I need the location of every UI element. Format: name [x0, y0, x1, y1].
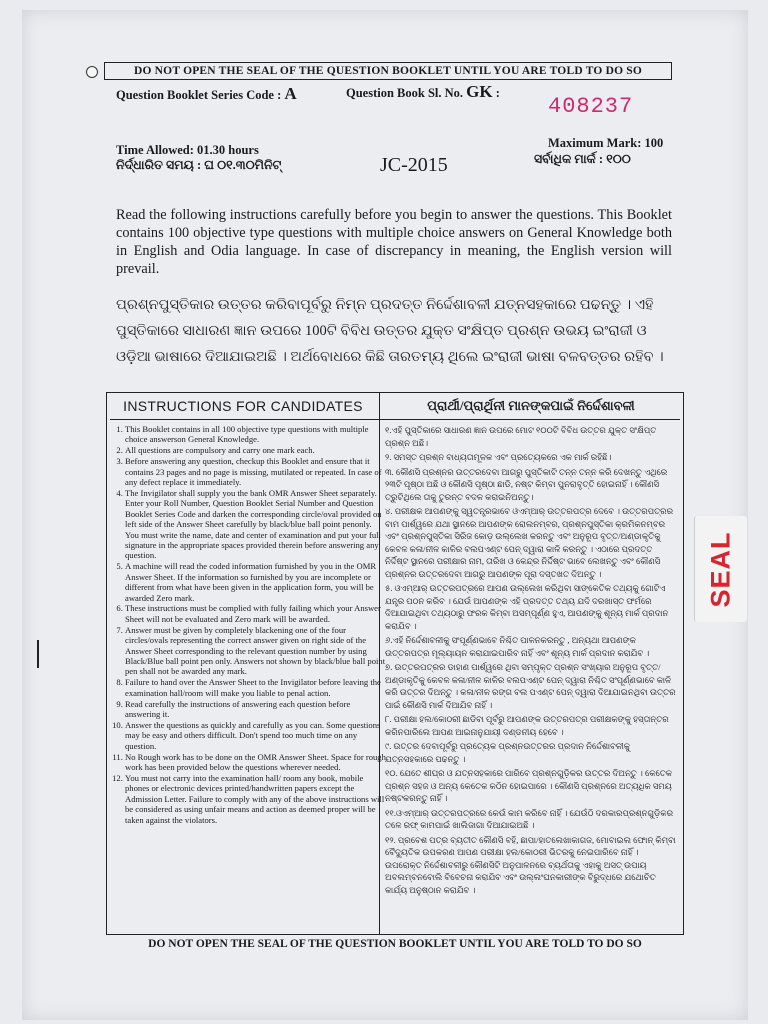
time-allowed-or: ନିର୍ଦ୍ଧାରିତ ସମୟ : ଘ ୦୧.୩୦ମିନିଟ୍: [116, 158, 282, 172]
instruction-or: ୫. ଓଏମ୍‌ଆର୍ ଉତ୍ତରପତ୍ରରେ ଆପଣ ଉଲ୍ଲେଖ କରିଥିବା ସାଙ୍କେତିକ ତଥ୍ୟକୁ ଗୋଟିଏ ଯନ୍ତ୍ର ପଠନ କରିବ । ଯେଉଁ ଆପଣଙ୍କ ଏହି ପ୍ରଦତ୍ତ ତଥ୍ୟ ଯଦି ଦରଖାସ୍ତ ଫର୍ମରେ ଦିଆଯାଇଥିବା ତଥ୍ୟଠାରୁ ଫରକ କିମ୍ବା ଅସମ୍ପୂର୍ଣ୍ଣ ହୁଏ, ଆପଣଙ୍କୁ ଶୂନ୍ୟ ମାର୍କ ପ୍ରଦାନ କରାଯିବ ।: [385, 583, 669, 631]
margin-mark: [37, 640, 39, 668]
book-serial: [346, 82, 500, 102]
instruction-or: ୧.ଏହି ପୁସ୍ତିକାରେ ସାଧାରଣ ଜ୍ଞାନ ଉପରେ ମୋଟ ୧୦୦ଟି ବିବିଧ ଉତ୍ତର ଯୁକ୍ତ ସଂକ୍ଷିପ୍ତ ପ୍ରଶ୍ନ ଅଛି।: [385, 425, 657, 448]
series-code-value: A: [284, 84, 297, 103]
instruction-en: 11. No Rough work has to be done on the OMR Answer Sheet. Space for rough work has been provided below the questions wherever needed.: [125, 752, 387, 773]
punch-hole: [86, 66, 98, 78]
instructions-title-or: ପ୍ରାର୍ଥୀ/ପ୍ରାର୍ଥିନୀ ମାନଙ୍କପାଇଁ ନିର୍ଦ୍ଦେଶାବଳୀ: [427, 398, 635, 413]
instruction-or: ୨. ସମସ୍ତ ପ୍ରଶ୍ନ ବାଧ୍ୟତାମୂଳକ ଏବଂ ପ୍ରତ୍ୟେକରେ ଏକ ମାର୍କ ରହିଛି।: [385, 452, 612, 462]
instruction-en: 1. This Booklet contains in all 100 objective type questions with multiple choice answerson General Knowledge.: [125, 424, 387, 445]
instructions-table: [106, 392, 684, 952]
instruction-en: 4. The Invigilator shall supply you the bank OMR Answer Sheet separately. Enter your Roll Number, Question Booklet Serial Number and Question Booklet Series Code and darken the corresponding circle/oval provided on left side of the Answer Sheet carefully by black/blue ball point penonly. You must write the name, date and center of examination and put your full signature in the appropriate spaces provided therein before answering any question.: [125, 488, 387, 561]
max-mark-en: Maximum Mark: 100: [548, 136, 664, 150]
instruction-or: ୬.ଏହି ନିର୍ଦ୍ଦେଶାବଳୀକୁ ସଂପୂର୍ଣ୍ଣଭାବେ ନିଶ୍ଚିତ ପାଳନକରନ୍ତୁ , ଅନ୍ୟଥା ଆପଣଙ୍କ ଉତ୍ତରପତ୍ର ମୂଲ୍ୟାୟନ କରାଯାଇପାରିବ ନାହିଁ ଏବଂ ଶୂନ୍ୟ ମାର୍କ ପ୍ରଦାନ କରାଯିବ ।: [385, 635, 650, 658]
serial-number: 408237: [548, 94, 634, 119]
max-mark-or: ସର୍ବାଧିକ ମାର୍କ : ୧୦୦: [534, 152, 631, 166]
instruction-en: 9. Read carefully the instructions of answering each question before answering it.: [125, 699, 387, 720]
instructions-title-en: INSTRUCTIONS FOR CANDIDATES: [123, 398, 363, 414]
instruction-en: 6. These instructions must be complied with fully failing which your Answer Sheet will not be evaluated and Zero mark will be awarded.: [125, 603, 387, 624]
top-seal-notice: DO NOT OPEN THE SEAL OF THE QUESTION BOOKLET UNTIL YOU ARE TOLD TO DO SO: [104, 62, 672, 80]
book-serial-value: GK: [466, 82, 493, 101]
series-code: [116, 84, 297, 104]
seal-label: SEAL: [705, 531, 736, 608]
instruction-or: ୧୧.ଓଏମ୍‌ଆର୍ ଉତ୍ତରପତ୍ରରେ କେଉଁ କାମ କରିବେ ନାହିଁ । ଯେଉଁଠି ଦରକାରପ୍ରଶ୍ନଗୁଡ଼ିକର ତଳେ ରଫ୍ କାମପାଇଁ ଖାଲିଜାଗା ଦିଆଯାଇଅଛି ।: [385, 807, 674, 830]
instructions-list-or: [385, 424, 677, 898]
instruction-or: ୧୦. ଯେତେ ଶୀଘ୍ର ଓ ଯତ୍ନସହକାରେ ପାରିବେ ପ୍ରଶ୍ନଗୁଡ଼ିକର ଉତ୍ତର ଦିଅନ୍ତୁ । କେତେକ ପ୍ରଶ୍ନ ସହଜ ଓ ଅନ୍ୟ କେତେକ କଠିନ ହୋଇପାରେ । କୌଣସି ପ୍ରଶ୍ନରେ ଅତ୍ୟଧିକ ସମୟ ନଷ୍ଟକରନ୍ତୁ ନାହିଁ ।: [385, 768, 673, 803]
book-serial-colon: :: [492, 86, 500, 100]
instruction-or: ୯. ଉତ୍ତର ଦେବାପୂର୍ବରୁ ପ୍ରତ୍ୟେକ ପ୍ରଶ୍ନଉତ୍ତରର ପ୍ରଦାନ ନିର୍ଦ୍ଦେଶାବଳୀକୁ ଯତ୍ନସହକାରେ ପଢନ୍ତୁ ।: [385, 741, 631, 764]
book-serial-label: Question Book Sl. No.: [346, 86, 467, 100]
time-allowed-en: Time Allowed: 01.30 hours: [116, 143, 259, 157]
intro-english: Read the following instructions carefully before you begin to answer the questions. This Booklet contains 100 objective type questions with multiple choice answers on General Knowledge both in English and Odia language. In case of discrepancy in meaning, the English version will prevail.: [116, 207, 672, 277]
seal-tab[interactable]: [694, 516, 747, 622]
instruction-en: 5. A machine will read the coded information furnished by you in the OMR Answer Sheet. If the information so furnished by you are incomplete or different from what have been given in the application form, you will be awarded Zero mark.: [125, 561, 387, 603]
instruction-en: 2. All questions are compulsory and carry one mark each.: [125, 445, 387, 455]
instruction-or: ୩. କୌଣସି ପ୍ରଶ୍ନର ଉତ୍ତରଦେବା ଆଗରୁ ପୁସ୍ତିକାଟି ତନ୍ନ ତନ୍ନ କରି ଦେଖନ୍ତୁ ଏଥିରେ ୨୩ଟି ପୃଷ୍ଠା ଅଛି ଓ କୌଣସି ପୃଷ୍ଠା ଛାଡି, ନଷ୍ଟ କିମ୍ବା ପୁନରାବୃତ୍ତି ହୋଇନାହିଁ । କୌଣସି ତ୍ରୁଟିଥିଲେ ତାକୁ ତୁରନ୍ତ ବଦଳ କରାଇନିଅନ୍ତୁ।: [385, 466, 668, 502]
intro-odia: ପ୍ରଶ୍ନପୁସ୍ତିକାର ଉତ୍ତର କରିବାପୂର୍ବରୁ ନିମ୍ନ ପ୍ରଦତ୍ତ ନିର୍ଦ୍ଦେଶାବଳୀ ଯତ୍ନସହକାରେ ପଢନ୍ତୁ । ଏହି ପୁସ୍ତିକାରେ ସାଧାରଣ ଜ୍ଞାନ ଉପରେ 100ଟି ବିବିଧ ଉତ୍ତର ଯୁକ୍ତ ସଂକ୍ଷିପ୍ତ ପ୍ରଶ୍ନ ଉଭୟ ଇଂରାଜୀ ଓ ଓଡ଼ିଆ ଭାଷାରେ ଦିଆଯାଇଅଛି । ଅର୍ଥବୋଧରେ କିଛି ତାରତମ୍ୟ ଥିଲେ ଇଂରାଜୀ ଭାଷା ବଳବତ୍ତର ରହିବ ।: [116, 297, 664, 365]
instructions-list-en: [111, 424, 387, 825]
instruction-or: ୧୨. ପ୍ରବେଶ ପତ୍ର ବ୍ୟତୀତ କୌଣସି ବହି, ଛାପା/ହାତଲେଖାକାଗଜ, ମୋବାଇଲ ଫୋନ୍ କିମ୍ବା ବୈଦ୍ୟୁତିକ ଉପକରଣ ଆପଣ ପରୀକ୍ଷା ହଲ/କୋଠରୀ ଭିତରକୁ ନେଇପାରିବେ ନାହିଁ । ଉପରୋକ୍ତ ନିର୍ଦ୍ଦେଶାବଳୀରୁ କୌଣସିଟି ଅନୁପାଳନରେ ବ୍ୟର୍ଥତାକୁ ଏହାକୁ ଅସତ୍ ଉପାୟ ଅବଲମ୍ବନବୋଲି ବିବେଚନା କରାଯିବ ଏବଂ ଉଲ୍ଲଂଘନକାରୀଙ୍କ ବିରୁଦ୍ଧରେ ଯଥୋଚିତ କାର୍ଯ୍ୟ ଅନୁଷ୍ଠାନ କରାଯିବ ।: [385, 834, 676, 895]
instruction-en: 3. Before answering any question, checkup this Booklet and ensure that it contains 23 pages and no page is missing, mutilated or repeated. In case of any defect replace it immediately.: [125, 456, 387, 487]
series-code-label: Question Booklet Series Code :: [116, 88, 285, 102]
instruction-en: 12. You must not carry into the examination hall/ room any book, mobile phones or electronic devices printed/handwritten papers except the Admission Letter. Failure to comply with any of the above instructions will be considered as using unfair means and action as deemed proper will be taken against the violators.: [125, 773, 387, 825]
instruction-en: 7. Answer must be given by completely blackening one of the four circles/ovals representing the correct answer given on right side of the Answer Sheet corresponding to the relevant question number by using Black/Blue ball point pen only. Answers not shown by black/blue ball point pen shall not be awarded any mark.: [125, 625, 387, 677]
instruction-en: 10. Answer the questions as quickly and carefully as you can. Some questions may be easy and others difficult. Don't spend too much time on any question.: [125, 720, 387, 751]
bottom-seal-notice: DO NOT OPEN THE SEAL OF THE QUESTION BOOKLET UNTIL YOU ARE TOLD TO DO SO: [106, 934, 684, 953]
instruction-or: ୪. ପରୀକ୍ଷକ ଆପଣଙ୍କୁ ସ୍ୱତନ୍ତ୍ରଭାବେ ଓଏମ୍‌ଆର୍ ଉତ୍ତରପତ୍ର ଦେବେ । ଉତ୍ତରପତ୍ରର ବାମ ପାର୍ଶ୍ୱରେ ଯଥା ସ୍ଥାନରେ ଆପଣଙ୍କ ରୋଲନମ୍ବର, ପ୍ରଶ୍ନପୁସ୍ତିକା କ୍ରମିକନମ୍ବର ଏବଂ ପ୍ରଶ୍ନପୁସ୍ତିକା ସିରିଜ କୋଡ଼ ଉଲ୍ଲେଖ କରନ୍ତୁ ଏବଂ ଅନୁରୂପ ବୃତ୍ତ/ଅଣ୍ଡାକୃତିକୁ କେବଳ କଳା/ନୀଳ କାଳିର ବଲପଏଣ୍ଟ ପେନ୍ ଦ୍ୱାରା କାଳି କରନ୍ତୁ । ଏଠାରେ ପ୍ରଦତ୍ତ ନିର୍ଦ୍ଦିଷ୍ଟ ସ୍ଥାନରେ ପରୀକ୍ଷାର ନାମ, ତାରିଖ ଓ କେନ୍ଦ୍ର ନିର୍ଦ୍ଦିଷ୍ଟ ଭାବେ ଲେଖନ୍ତୁ ଏବଂ କୌଣସି ପ୍ରଶ୍ନର ଉତ୍ତରଦେବା ଆଗରୁ ଆପଣଙ୍କ ପୂରା ଦସ୍ତଖତ ଦିଅନ୍ତୁ ।: [385, 506, 674, 579]
instruction-or: ୮. ପରୀକ୍ଷା ହଲ/କୋଠରୀ ଛାଡିବା ପୂର୍ବରୁ ଆପଣଙ୍କ ଉତ୍ତରପତ୍ର ପରୀକ୍ଷକଙ୍କୁ ହସ୍ତାନ୍ତର କରିନପାରିଲେ ଆପଣ ଆଇନାନୁଯାୟୀ ଦଣ୍ଡନୀୟ ହେବେ ।: [385, 714, 669, 737]
instruction-or: ୭. ଉତ୍ତରପତ୍ରର ଡାହାଣ ପାର୍ଶ୍ୱରେ ଥିବା ସମ୍ପୃକ୍ତ ପ୍ରଶ୍ନ ସଂଖ୍ୟାର ଅନୁରୂପ ବୃତ୍ତ/ଅଣ୍ଡାକୃତିକୁ କେବଳ କଳା/ନୀଳ କାଳିର ବଲପଏଣ୍ଟ ପେନ୍ ଦ୍ୱାରା ନିଶ୍ଚିତ ସଂପୂର୍ଣ୍ଣଭାବେ କାଳି କରି ଉତ୍ତର ଦିଅନ୍ତୁ । କଳା/ନୀଳ ରଙ୍ଗ ବଲ ପଏଣ୍ଟ ପେନ୍ ଦ୍ୱାରା ଦିଆଯାଇନଥିବା ଉତ୍ତର ପାଇଁ କୌଣସି ମାର୍କ ଦିଆଯିବ ନାହିଁ ।: [385, 662, 676, 710]
exam-code: JC-2015: [380, 154, 448, 176]
instruction-en: 8. Failure to hand over the Answer Sheet to the Invigilator before leaving the examination hall/room will make you liable to penal action.: [125, 677, 387, 698]
